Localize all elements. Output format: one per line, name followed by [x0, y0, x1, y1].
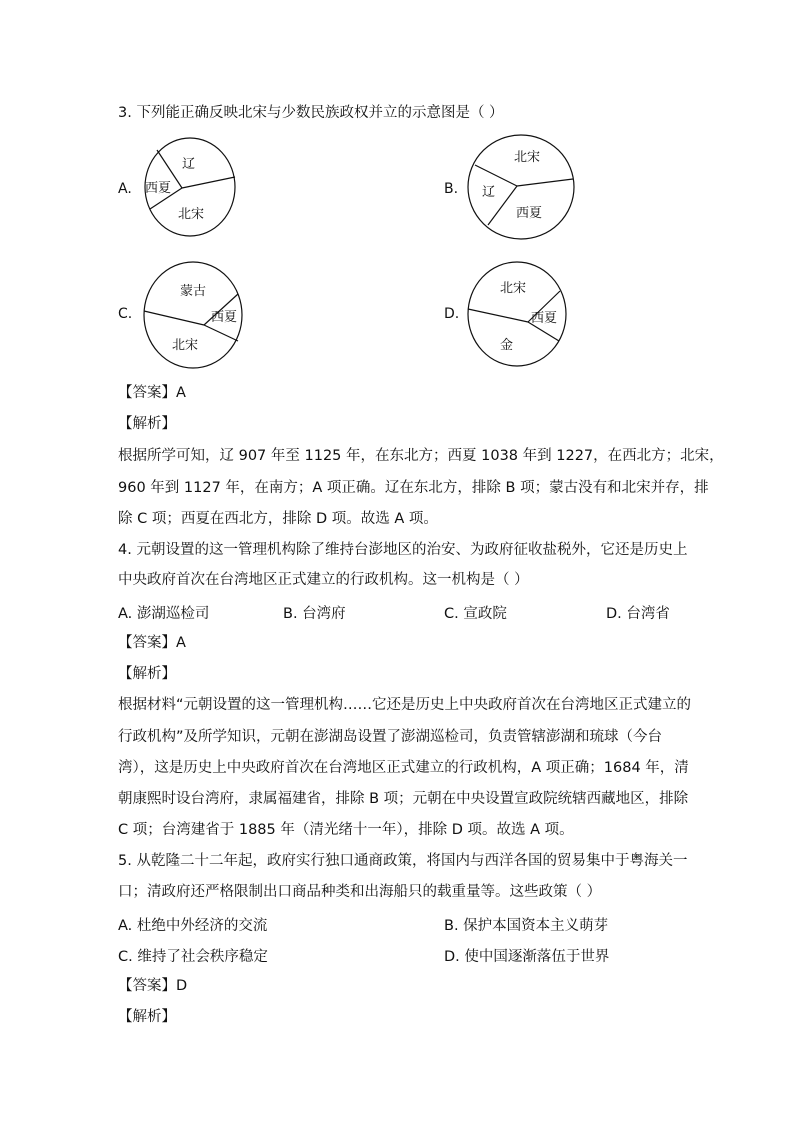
q4-analysis-line-5: C 项；台湾建省于 1885 年（清光绪十一年），排除 D 项。故选 A 项。 [118, 822, 574, 838]
q4-answer: 【答案】A [118, 635, 186, 651]
q5-option-a[interactable]: A. 杜绝中外经济的交流 [118, 918, 268, 934]
q3-option-a-label[interactable]: A. [118, 181, 132, 197]
q5-stem-line-1: 5. 从乾隆二十二年起，政府实行独口通商政策，将国内与西洋各国的贸易集中于粤海关一 [118, 853, 688, 869]
q3-diagram-b-divider-2 [475, 165, 517, 186]
q3-analysis-line-2: 960 年到 1127 年，在南方；A 项正确。辽在东北方，排除 B 项；蒙古没有和北宋并存，排 [118, 480, 709, 496]
q3-diagram-d-region-jin: 金 [500, 338, 514, 353]
q4-analysis-line-1: 根据材料“元朝设置的这一管理机构……它还是历史上中央政府首次在台湾地区正式建立的 [118, 697, 692, 713]
q3-diagram-c-region-menggu: 蒙古 [180, 284, 207, 299]
q3-diagram-d-region-xixia: 西夏 [531, 311, 558, 326]
q3-diagram-d[interactable] [466, 260, 572, 370]
q4-analysis-title: 【解析】 [118, 666, 176, 682]
q3-option-c-label[interactable]: C. [118, 306, 133, 322]
q3-diagram-c-region-beisong: 北宋 [172, 338, 199, 353]
q5-analysis-title: 【解析】 [118, 1009, 176, 1025]
q5-answer: 【答案】D [118, 978, 188, 994]
q3-stem: 3. 下列能正确反映北宋与少数民族政权并立的示意图是（ ） [118, 105, 504, 121]
q3-answer: 【答案】A [118, 385, 186, 401]
q4-option-d[interactable]: D. 台湾省 [606, 606, 670, 622]
q3-diagram-a-region-beisong: 北宋 [178, 207, 205, 222]
q3-diagram-c-divider-1 [144, 311, 204, 325]
q4-option-c[interactable]: C. 宣政院 [444, 606, 507, 622]
q4-analysis-line-2: 行政机构”及所学知识，元朝在澎湖岛设置了澎湖巡检司，负责管辖澎湖和琉球（今台 [118, 729, 663, 745]
q3-diagram-c-region-xixia: 西夏 [211, 310, 238, 325]
q3-diagram-d-divider-1 [468, 309, 528, 322]
q3-diagram-b[interactable] [466, 133, 576, 243]
q3-diagram-b-region-beisong: 北宋 [514, 150, 541, 165]
q4-analysis-line-4: 朝康熙时设台湾府，隶属福建省，排除 B 项；元朝在中央设置宣政院统辖西藏地区，排除 [118, 791, 689, 807]
q3-diagram-d-region-beisong: 北宋 [500, 281, 527, 296]
q5-option-b[interactable]: B. 保护本国资本主义萌芽 [444, 918, 609, 934]
q5-stem-line-2: 口；清政府还严格限制出口商品种类和出海船只的载重量等。这些政策（ ） [118, 884, 602, 900]
q3-diagram-b-region-liao: 辽 [482, 185, 496, 200]
q4-option-b[interactable]: B. 台湾府 [283, 606, 346, 622]
q3-diagram-c-divider-3 [204, 325, 238, 341]
q4-stem-line-2: 中央政府首次在台湾地区正式建立的行政机构。这一机构是（ ） [118, 572, 529, 588]
q3-diagram-b-divider-1 [517, 179, 573, 186]
q3-analysis-line-3: 除 C 项；西夏在西北方，排除 D 项。故选 A 项。 [118, 511, 438, 527]
q3-diagram-a-divider-1 [182, 177, 235, 188]
q3-option-d-label[interactable]: D. [444, 306, 460, 322]
q3-option-b-label[interactable]: B. [444, 181, 459, 197]
q3-diagram-a[interactable] [142, 135, 240, 241]
q3-diagram-a-region-xixia: 西夏 [145, 181, 172, 196]
q4-analysis-line-3: 湾），这是历史上中央政府首次在台湾地区正式建立的行政机构，A 项正确；1684 年，清 [118, 760, 689, 776]
q4-stem-line-1: 4. 元朝设置的这一管理机构除了维持台澎地区的治安、为政府征收盐税外，它还是历史上 [118, 542, 688, 558]
q3-analysis-title: 【解析】 [118, 416, 176, 432]
q3-analysis-line-1: 根据所学可知，辽 907 年至 1125 年，在东北方；西夏 1038 年到 1227，在西北方；北宋， [118, 448, 724, 464]
q3-diagram-c[interactable] [142, 260, 248, 372]
q5-option-d[interactable]: D. 使中国逐渐落伍于世界 [444, 949, 610, 965]
q5-option-c[interactable]: C. 维持了社会秩序稳定 [118, 949, 268, 965]
q4-option-a[interactable]: A. 澎湖巡检司 [118, 606, 210, 622]
q3-diagram-b-region-xixia: 西夏 [516, 206, 543, 221]
q3-diagram-a-region-liao: 辽 [182, 157, 196, 172]
